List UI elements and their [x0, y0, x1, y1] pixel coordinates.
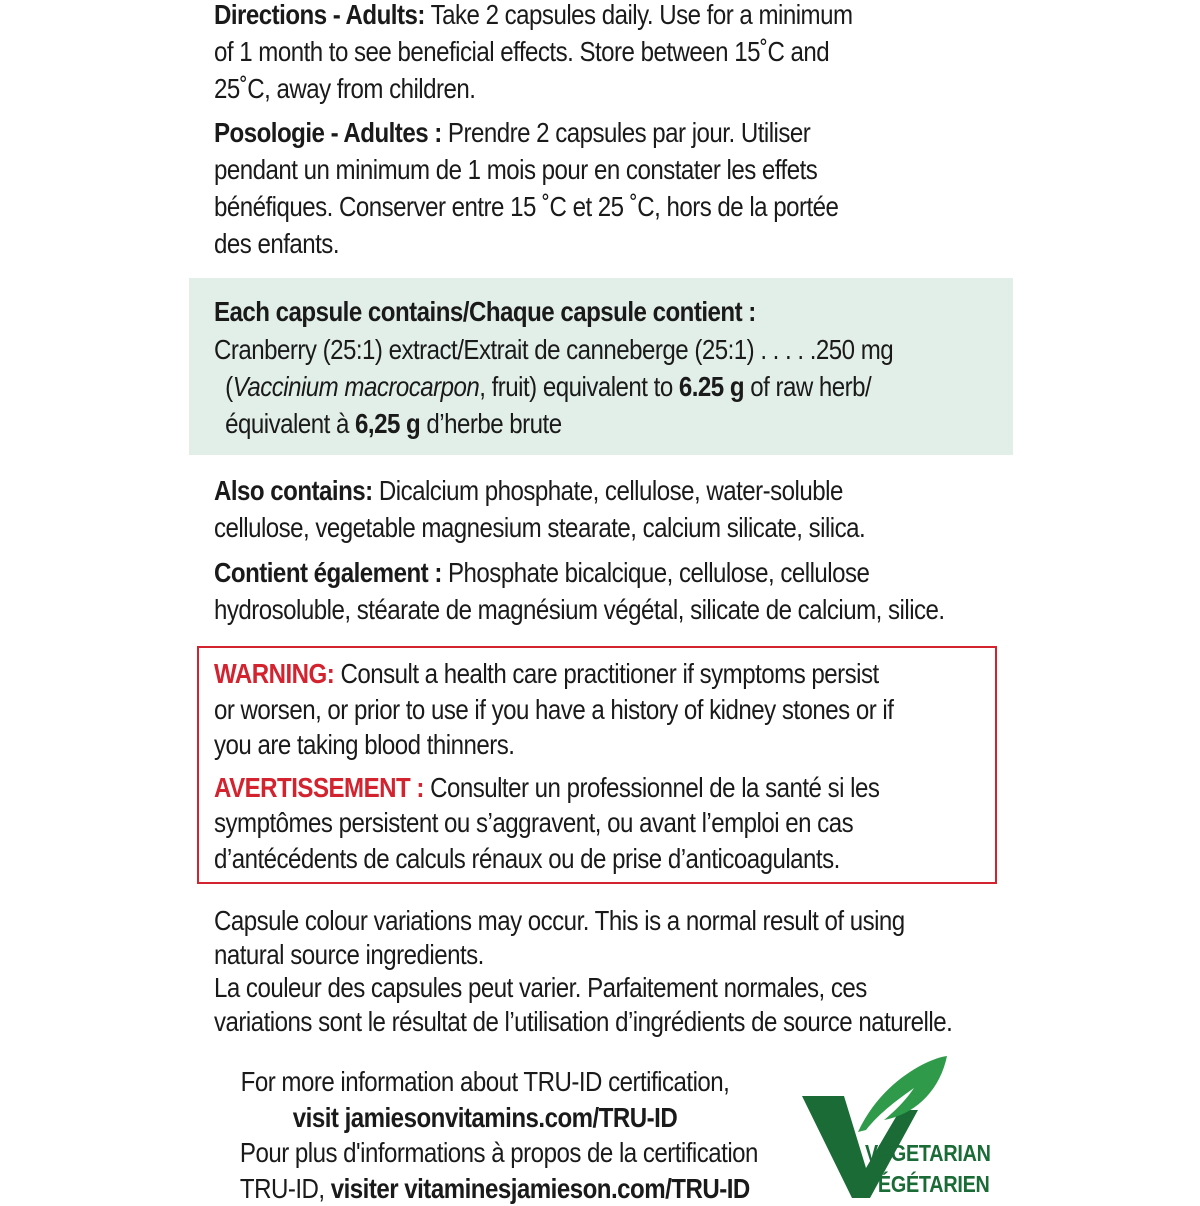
truid-fr-line1: Pour plus d'informations à propos de la certification: [240, 1135, 730, 1171]
capsule-note-fr: La couleur des capsules peut varier. Parfaitement normales, ces variations sont le résultat de l’utilisation d’ingrédients de source naturelle.: [214, 971, 952, 1038]
ingredient-cranberry-equivalent-fr: équivalent à 6,25 g d’herbe brute: [214, 405, 893, 442]
truid-en-link: visit jamiesonvitamins.com/TRU-ID: [240, 1100, 730, 1136]
vegetarian-fr: VÉGÉTARIEN: [865, 1169, 991, 1200]
also-contains-en: Also contains: Dicalcium phosphate, cellulose, water-soluble cellulose, vegetable magnesium stearate, calcium silicate, silica.: [214, 472, 945, 546]
vegetarian-en: VEGETARIAN: [865, 1138, 991, 1169]
capsule-note-en: Capsule colour variations may occur. This is a normal result of using natural source ingredients.: [214, 904, 952, 971]
truid-info: [200, 1064, 770, 1206]
warning-fr: AVERTISSEMENT : Consulter un professionnel de la santé si les symptômes persistent ou s’aggravent, ou avant l’emploi en cas d’antécédents de calculs rénaux ou de prise d’anticoagulants.: [214, 770, 893, 877]
ingredient-cranberry: Cranberry (25:1) extract/Extrait de canneberge (25:1) . . . . .250 mg: [214, 331, 893, 368]
directions-fr: Posologie - Adultes : Prendre 2 capsules par jour. Utiliser pendant un minimum de 1 mois pour en constater les effets bénéfiques. Conserver entre 15 ˚C et 25 ˚C, hors de la portée des enfants.: [214, 114, 853, 262]
warning-en-label: WARNING:: [214, 658, 334, 689]
directions-en: Directions - Adults: Take 2 capsules daily. Use for a minimum of 1 month to see beneficial effects. Store between 15˚C and 25˚C, away from children.: [214, 0, 853, 107]
vegetarian-label: [865, 1138, 991, 1200]
warning-fr-label: AVERTISSEMENT :: [214, 772, 424, 803]
directions-en-label: Directions - Adults:: [214, 0, 425, 30]
warning-box: [197, 646, 997, 884]
also-contains-en-label: Also contains:: [214, 475, 373, 506]
ingredients-heading: Each capsule contains/Chaque capsule contient :: [214, 293, 893, 330]
ingredient-cranberry-source: (Vaccinium macrocarpon, fruit) equivalent to 6.25 g of raw herb/: [214, 368, 893, 405]
capsule-colour-note: [214, 904, 952, 1038]
ingredients-box: [189, 278, 1013, 455]
directions-fr-label: Posologie - Adultes :: [214, 117, 442, 148]
also-contains-section: [214, 472, 945, 628]
directions-section: [214, 0, 853, 262]
warning-en: WARNING: Consult a health care practitioner if symptoms persist or worsen, or prior to use if you have a history of kidney stones or if you are taking blood thinners.: [214, 656, 893, 763]
truid-fr-link: TRU-ID, visiter vitaminesjamieson.com/TRU-ID: [240, 1171, 730, 1206]
also-contains-fr: Contient également : Phosphate bicalcique, cellulose, cellulose hydrosoluble, stéarate de magnésium végétal, silicate de calcium, silice.: [214, 554, 945, 628]
also-contains-fr-label: Contient également :: [214, 557, 442, 588]
truid-en-line1: For more information about TRU-ID certification,: [240, 1064, 730, 1100]
